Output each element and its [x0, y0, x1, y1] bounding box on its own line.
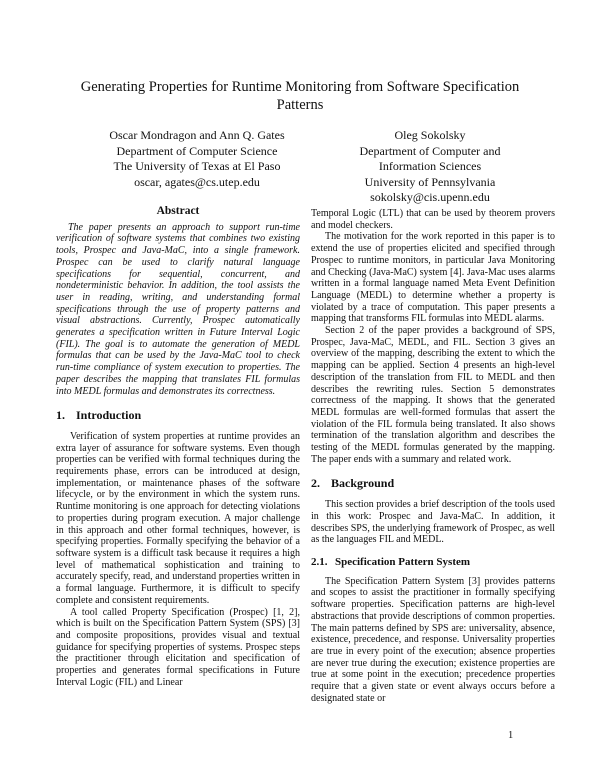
intro-paragraph-1: Verification of system properties at runtime provides an extra layer of assurance for software systems. Even though properties can be verified with formal techniques during the requirements phase, errors can be introduced at design, implementation, or maintenance phases of the software lifecycle, or by the environment in which the system runs. Runtime monitoring is one approach for detecting violations to properties during program execution. A major challenge in this approach and other formal techniques, however, is specifying properties. Formally specifying the behavior of a software system is a difficult task because it requires a high level of mathematical sophistication and training to accurately specify, read, and understand properties written in a formal language. Furthermore, it is difficult to specify complete and consistent requirements.: [56, 430, 300, 606]
sps-paragraph-1: The Specification Pattern System [3] provides patterns and scopes to assist the practitioner in formally specifying software properties. Specification patterns are high-level abstractions that provide descriptions of common properties. The main patterns defined by SPS are: universality, absence, existence, precedence, and response. Universality properties are true in every point of the execution; absence properties are never true during the execution; existence properties are true at some point in the execution; precedence properties require that a given state or event always occurs before a designated state or: [311, 575, 555, 704]
author-block-right: [330, 128, 530, 206]
subsection-title: Specification Pattern System: [335, 555, 471, 568]
author-block-left: [92, 128, 302, 190]
right-column: [311, 208, 555, 704]
intro-paragraph-4: Section 2 of the paper provides a background of SPS, Prospec, Java-MaC, MEDL, and FIL. Section 3 gives an overview of the mapping, describing the extent to which the mapping can be applied. Section 4 presents an high-level description of the translation from FIL to MEDL and then describes the rewriting rules. Section 5 demonstrates correctness of the mapping. It shows that the generated MEDL formulas are well-formed formulas that assert the violation of the FIL formula being translated. It also shows termination of the translation algorithm and describes the testing of the MEDL formulas generated by the mapping. The paper ends with a summary and related work.: [311, 325, 555, 465]
section-number: 2.: [311, 476, 320, 491]
left-column: [56, 206, 300, 688]
intro-paragraph-2-continued: Temporal Logic (LTL) that can be used by theorem provers and model checkers.: [311, 208, 555, 231]
author-name: Oleg Sokolsky: [394, 128, 466, 142]
intro-paragraph-3: The motivation for the work reported in this paper is to extend the use of properties elicited and specified through Prospec to runtime monitors, in particular Java Monitoring and Checking (Java-MaC) system [4]. Java-Mac uses alarms written in a formal language named Meta Event Definition Language (MEDL) to determine whether a property is violated by a trace of computation. This paper presents a mapping that transforms FIL formulas into MEDL alarms.: [311, 231, 555, 325]
subsection-number: 2.1.: [311, 555, 328, 568]
author-dept-line1: Department of Computer and: [359, 143, 501, 158]
abstract-heading: Abstract: [156, 205, 200, 217]
section-title: Background: [331, 476, 395, 491]
paper-title: Generating Properties for Runtime Monitoring from Software Specification Patterns: [80, 79, 520, 113]
section-title: Introduction: [76, 408, 142, 423]
section-heading-background: [311, 478, 555, 490]
author-dept-line2: Information Sciences: [378, 159, 482, 173]
subsection-heading-sps: [311, 557, 555, 569]
author-email: sokolsky@cis.upenn.edu: [370, 190, 490, 204]
abstract-body: [56, 222, 300, 398]
page-number: 1: [508, 730, 514, 741]
intro-paragraph-2: A tool called Property Specification (Prospec) [1, 2], which is built on the Specification Pattern System (SPS) [3] and composite propositions, provides visual and textual guidance for specifying properties of systems. Prospec steps the practitioner through elicitation and specification of properties and generates formal specifications in Future Interval Logic (FIL) and Linear: [56, 606, 300, 688]
section-number: 1.: [56, 408, 65, 423]
abstract-text: The paper presents an approach to support run-time verification of software systems that combines two existing tools, Prospec and Java-MaC, into a single framework. Prospec can be used to clarify natural language specifications for sequential, concurrent, and nondeterministic behavior. In addition, the tool assists the user in reading, writing, and understanding formal specifications through the use of property patterns and visual abstractions. Currently, Prospec automatically generates a specification written in Future Interval Logic (FIL). The goal is to automate the generation of MEDL formulas that can be used by the Java-MaC tool to check run-time compliance of system execution to properties. The paper describes the mapping that translates FIL formulas into MEDL formulas and demonstrates its correctness.: [56, 221, 300, 397]
background-paragraph-1: This section provides a brief description of the tools used in this work: Prospec and Java-MaC. In addition, it describes SPS, the underlying framework of Prospec, as well as the languages FIL and MEDL.: [311, 499, 555, 546]
author-univ: The University of Texas at El Paso: [113, 159, 281, 173]
author-email: oscar, agates@cs.utep.edu: [134, 174, 260, 189]
section-heading-introduction: [56, 410, 300, 422]
author-dept: Department of Computer Science: [116, 143, 278, 158]
author-univ: University of Pennsylvania: [364, 174, 496, 189]
author-names: Oscar Mondragon and Ann Q. Gates: [109, 128, 285, 142]
